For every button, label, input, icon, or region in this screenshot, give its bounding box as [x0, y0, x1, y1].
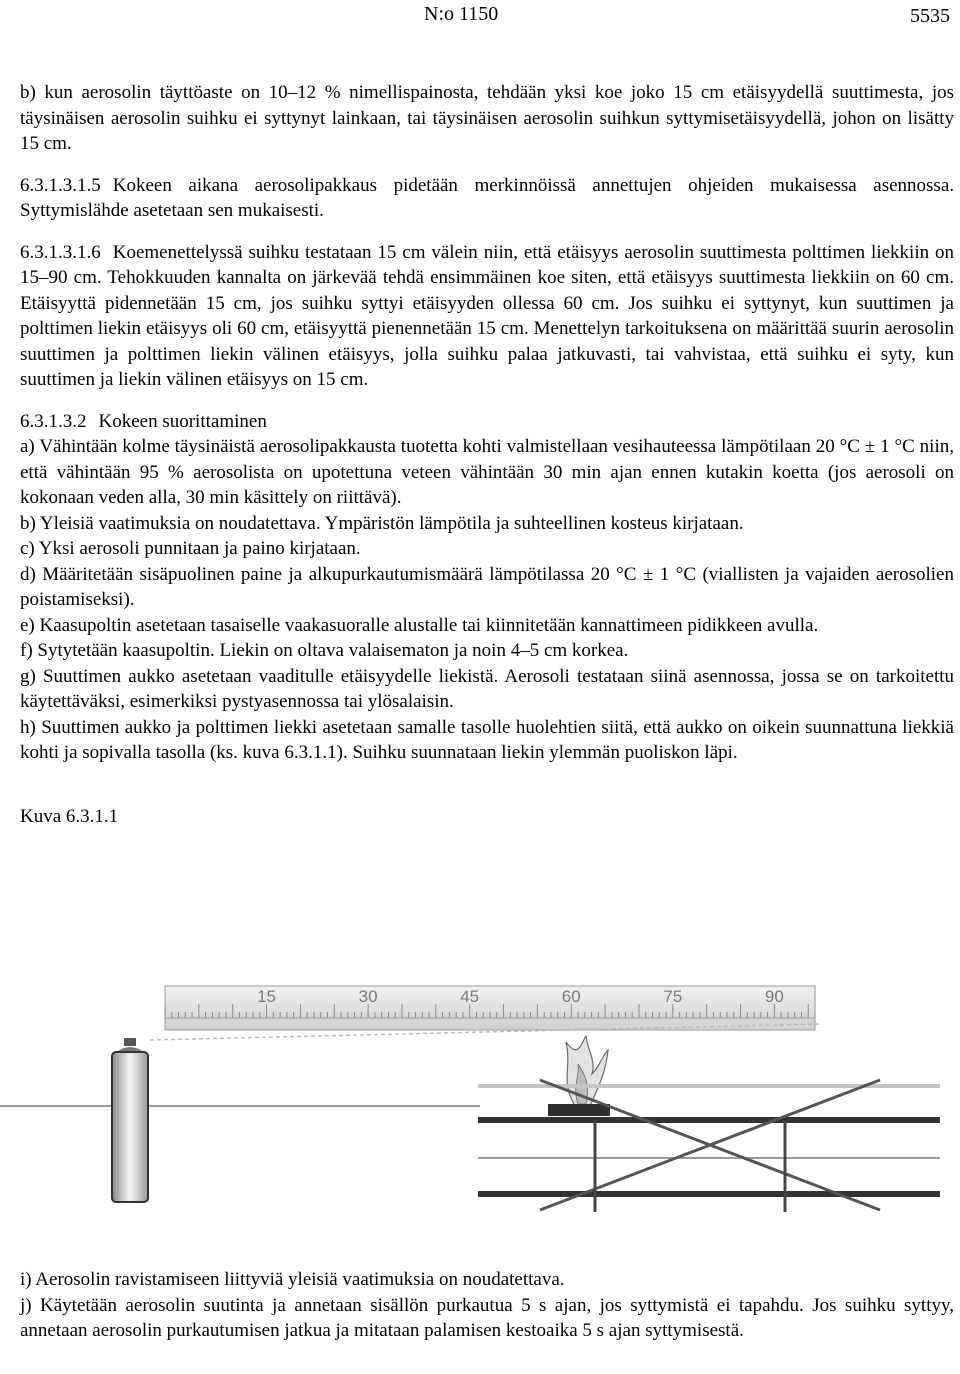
- aerosol-nozzle: [124, 1038, 136, 1046]
- step-f: f) Sytytetään kaasupoltin. Liekin on oltava valaisematon ja noin 4–5 cm korkea.: [20, 640, 629, 661]
- paragraph-b-intro: b) kun aerosolin täyttöaste on 10–12 % nimellispainosta, tehdään yksi koe joko 15 cm etäisyydellä suuttimesta, jos täysinäisen aerosolin suihku ei syttynyt lainkaan, tai täysinäisen aerosolin suihkun syttymisetäisyydellä, johon on lisätty 15 cm.: [20, 82, 954, 154]
- step-d: d) Määritetään sisäpuolinen paine ja alkupurkautumismäärä lämpötilassa 20 °C ± 1 °C (viallisten ja vajaiden aerosolien poistamiseksi).: [20, 563, 954, 610]
- section-6-3-1-3-2-heading: [4, 409, 954, 435]
- page-number: 5535: [910, 5, 950, 27]
- document-number: N:o 1150: [424, 3, 499, 25]
- ruler-label: 30: [358, 987, 378, 1006]
- main-content: [4, 80, 954, 829]
- test-setup-illustration: [0, 980, 960, 1220]
- ruler-label: 90: [764, 987, 784, 1006]
- step-b: b) Yleisiä vaatimuksia on noudatettava. Ympäristön lämpötila ja suhteellinen kosteus kirjataan.: [20, 512, 744, 534]
- section-number: 6.3.1.3.2: [20, 410, 87, 432]
- step-a: a) Vähintään kolme täysinäistä aerosolipakkausta tuotetta kohti valmistellaan vesihauteessa lämpötilaan 20 °C ± 1 °C niin, että vähintään 95 % aerosolista on upotettuna veteen vähintään 30 min ajan ennen kutakin koetta (jos aerosoli on kokonaan veden alla, 30 min käsittely on riittävä).: [20, 436, 954, 508]
- section-6-3-1-3-1-5: [4, 173, 954, 224]
- step-g: g) Suuttimen aukko asetetaan vaaditulle etäisyydelle liekistä. Aerosoli testataan siinä asennossa, jossa se on tarkoitettu käytettäväksi, esimerkiksi pystyasennossa tai ylösalaisin.: [20, 665, 954, 712]
- step-j: j) Käytetään aerosolin suutinta ja annetaan sisällön purkautua 5 s ajan, jos syttymistä ei tapahdu. Jos suihku syttyy, annetaan aerosolin purkautumisen jatkua ja mitataan palamisen kestoaika 5 s ajan syttymisestä.: [20, 1294, 954, 1341]
- ruler-label: 15: [257, 987, 277, 1006]
- section-number: 6.3.1.3.1.6: [20, 241, 101, 263]
- aerosol-can-body: [112, 1052, 148, 1202]
- figure-caption: Kuva 6.3.1.1: [20, 805, 119, 827]
- step-e: e) Kaasupoltin asetetaan tasaiselle vaakasuoralle alustalle tai kiinnitetään kannattimeen pidikkeen avulla.: [20, 614, 819, 636]
- figure-test-setup: [0, 980, 960, 1220]
- section-6-3-1-3-1-6: [4, 240, 954, 393]
- aerosol-can: [112, 1038, 148, 1202]
- ruler-label: 75: [663, 987, 683, 1006]
- section-title: Kokeen suorittaminen: [98, 410, 267, 432]
- section-number: 6.3.1.3.1.5: [20, 174, 101, 196]
- distance-ruler: [165, 986, 815, 1030]
- ruler-label: 60: [561, 987, 581, 1006]
- ruler-label: 45: [460, 987, 480, 1006]
- step-i: i) Aerosolin ravistamiseen liittyviä yleisiä vaatimuksia on noudatettava.: [20, 1269, 565, 1290]
- section-text: Kokeen aikana aerosolipakkaus pidetään merkinnöissä annettujen ohjeiden mukaisessa asennossa. Syttymislähde asetetaan sen mukaisesti.: [20, 174, 954, 221]
- final-steps: [4, 1267, 954, 1344]
- burner-base: [548, 1104, 610, 1116]
- step-h: h) Suuttimen aukko ja polttimen liekki asetetaan samalle tasolle huolehtien siitä, että aukko on oikein suunnattuna liekkiä kohti ja sopivalla tasolla (ks. kuva 6.3.1.1). Suihku suunnataan liekin ylemmän puoliskon läpi.: [20, 716, 954, 763]
- section-text: Koemenettelyssä suihku testataan 15 cm välein niin, että etäisyys aerosolin suuttimesta polttimen liekkiin on 15–90 cm. Tehokkuuden kannalta on järkevää tehdä ensimmäinen koe siten, että etäisyys suuttimesta liekkiin on 60 cm. Etäisyyttä pidennetään 15 cm, jos suihku syttyi etäisyyden ollessa 60 cm. Jos suihku ei syttynyt, kun suuttimen ja polttimen liekin etäisyys oli 60 cm, etäisyyttä pienennetään 15 cm. Menettelyn tarkoituksena on määrittää suurin aerosolin suuttimen ja polttimen liekin välinen etäisyys, jolla suihku palaa jatkuvasti, tai vahvistaa, että suihku ei syty, kun suuttimen ja liekin välinen etäisyys on 15 cm.: [20, 241, 954, 390]
- procedure-steps: [4, 434, 954, 766]
- step-c: c) Yksi aerosoli punnitaan ja paino kirjataan.: [20, 538, 361, 559]
